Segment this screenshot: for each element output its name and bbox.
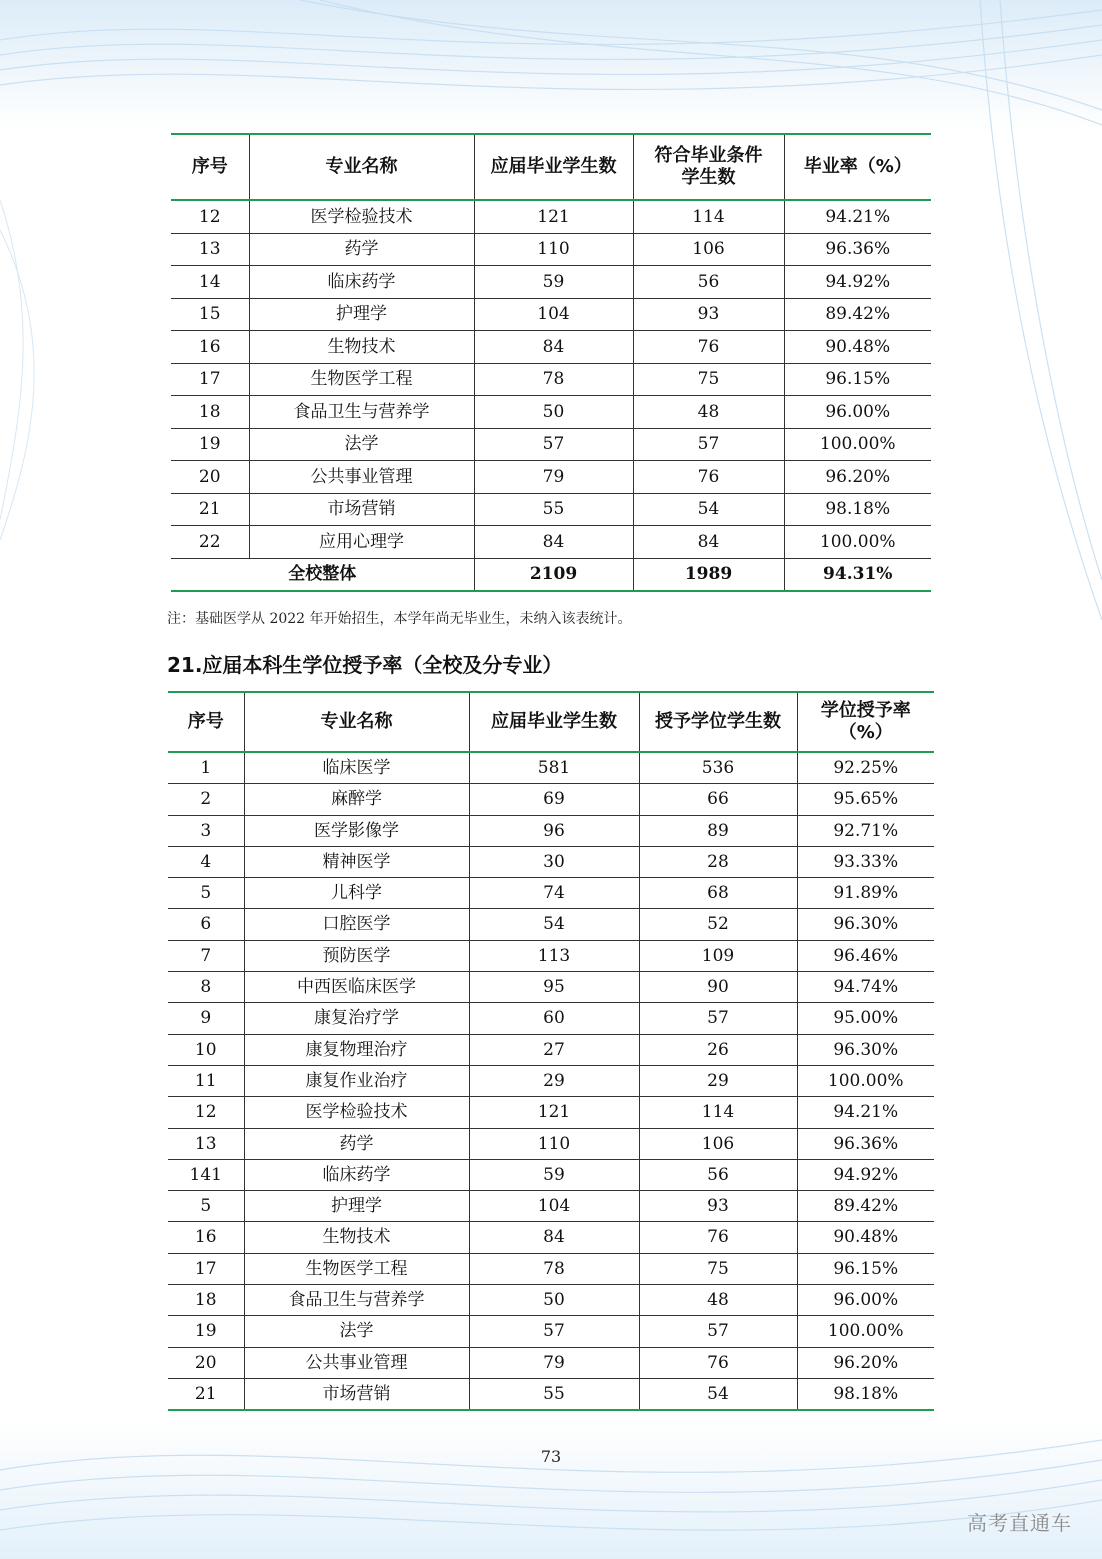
cell-major: 护理学 — [244, 1191, 469, 1222]
cell-graduates: 29 — [469, 1065, 639, 1096]
cell-graduates: 59 — [469, 1159, 639, 1190]
cell-graduates: 84 — [474, 331, 633, 364]
cell-count: 76 — [633, 461, 784, 494]
cell-index: 9 — [168, 1003, 244, 1034]
cell-count: 76 — [639, 1222, 797, 1253]
header-index: 序号 — [171, 134, 249, 200]
cell-major: 食品卫生与营养学 — [249, 396, 474, 429]
table-row — [168, 784, 934, 815]
table-row — [168, 1097, 934, 1128]
cell-count: 48 — [639, 1285, 797, 1316]
table-row — [171, 266, 931, 299]
cell-count: 68 — [639, 878, 797, 909]
total-qualified: 1989 — [633, 558, 784, 591]
table-row — [168, 1159, 934, 1190]
cell-rate: 100.00% — [797, 1065, 934, 1096]
cell-graduates: 121 — [469, 1097, 639, 1128]
cell-major: 药学 — [249, 233, 474, 266]
header-graduates: 应届毕业学生数 — [469, 692, 639, 752]
graduation-rate-table — [171, 133, 931, 592]
cell-index: 3 — [168, 815, 244, 846]
cell-count: 93 — [639, 1191, 797, 1222]
cell-count: 56 — [639, 1159, 797, 1190]
table-row — [171, 461, 931, 494]
cell-index: 12 — [171, 200, 249, 233]
table-row — [168, 846, 934, 877]
table-row — [168, 1003, 934, 1034]
cell-count: 26 — [639, 1034, 797, 1065]
cell-rate: 96.30% — [797, 1034, 934, 1065]
header-major: 专业名称 — [249, 134, 474, 200]
table-row — [168, 972, 934, 1003]
cell-graduates: 104 — [469, 1191, 639, 1222]
cell-rate: 98.18% — [797, 1378, 934, 1410]
cell-index: 2 — [168, 784, 244, 815]
page-number: 73 — [540, 1447, 562, 1466]
cell-graduates: 78 — [469, 1253, 639, 1284]
cell-index: 18 — [171, 396, 249, 429]
table-row — [171, 526, 931, 559]
header-qualified-line2: 学生数 — [681, 167, 736, 188]
cell-index: 11 — [168, 1065, 244, 1096]
table-body — [171, 200, 931, 591]
cell-index: 13 — [168, 1128, 244, 1159]
cell-rate: 91.89% — [797, 878, 934, 909]
cell-major: 康复治疗学 — [244, 1003, 469, 1034]
cell-graduates: 59 — [474, 266, 633, 299]
table-body — [168, 752, 934, 1410]
cell-major: 预防医学 — [244, 940, 469, 971]
cell-index: 21 — [171, 493, 249, 526]
cell-graduates: 110 — [469, 1128, 639, 1159]
cell-count: 29 — [639, 1065, 797, 1096]
cell-major: 公共事业管理 — [249, 461, 474, 494]
cell-index: 20 — [171, 461, 249, 494]
cell-graduates: 50 — [469, 1285, 639, 1316]
table-row — [168, 1034, 934, 1065]
cell-major: 法学 — [249, 428, 474, 461]
cell-rate: 90.48% — [784, 331, 931, 364]
cell-major: 临床医学 — [244, 752, 469, 784]
table-row — [168, 1253, 934, 1284]
cell-index: 10 — [168, 1034, 244, 1065]
cell-rate: 94.74% — [797, 972, 934, 1003]
cell-index: 141 — [168, 1159, 244, 1190]
cell-count: 90 — [639, 972, 797, 1003]
watermark-text: 高考直通车 — [967, 1511, 1072, 1535]
cell-index: 5 — [168, 1191, 244, 1222]
cell-index: 16 — [171, 331, 249, 364]
cell-graduates: 54 — [469, 909, 639, 940]
cell-graduates: 50 — [474, 396, 633, 429]
cell-rate: 96.30% — [797, 909, 934, 940]
cell-graduates: 55 — [469, 1378, 639, 1410]
cell-major: 生物技术 — [249, 331, 474, 364]
cell-graduates: 78 — [474, 363, 633, 396]
cell-graduates: 79 — [469, 1347, 639, 1378]
cell-major: 法学 — [244, 1316, 469, 1347]
cell-graduates: 96 — [469, 815, 639, 846]
cell-index: 12 — [168, 1097, 244, 1128]
cell-count: 75 — [639, 1253, 797, 1284]
cell-major: 临床药学 — [249, 266, 474, 299]
cell-count: 76 — [633, 331, 784, 364]
table-row — [168, 1378, 934, 1410]
cell-count: 89 — [639, 815, 797, 846]
table-row — [168, 909, 934, 940]
table-row — [168, 878, 934, 909]
cell-index: 8 — [168, 972, 244, 1003]
cell-graduates: 69 — [469, 784, 639, 815]
cell-count: 54 — [639, 1378, 797, 1410]
cell-rate: 96.15% — [797, 1253, 934, 1284]
cell-index: 15 — [171, 298, 249, 331]
header-rate: 毕业率（%） — [784, 134, 931, 200]
cell-graduates: 60 — [469, 1003, 639, 1034]
cell-rate: 96.36% — [784, 233, 931, 266]
cell-graduates: 27 — [469, 1034, 639, 1065]
cell-major: 生物医学工程 — [249, 363, 474, 396]
table-row — [168, 1128, 934, 1159]
table-row — [171, 363, 931, 396]
cell-count: 536 — [639, 752, 797, 784]
cell-rate: 100.00% — [784, 428, 931, 461]
cell-graduates: 55 — [474, 493, 633, 526]
cell-rate: 92.71% — [797, 815, 934, 846]
cell-index: 18 — [168, 1285, 244, 1316]
cell-index: 19 — [171, 428, 249, 461]
cell-index: 14 — [171, 266, 249, 299]
header-qualified — [633, 134, 784, 200]
cell-count: 54 — [633, 493, 784, 526]
header-index: 序号 — [168, 692, 244, 752]
table-row — [168, 1222, 934, 1253]
cell-rate: 94.21% — [784, 200, 931, 233]
total-row — [171, 558, 931, 591]
cell-rate: 95.00% — [797, 1003, 934, 1034]
cell-count: 93 — [633, 298, 784, 331]
cell-index: 22 — [171, 526, 249, 559]
cell-graduates: 30 — [469, 846, 639, 877]
cell-major: 儿科学 — [244, 878, 469, 909]
cell-graduates: 113 — [469, 940, 639, 971]
total-graduates: 2109 — [474, 558, 633, 591]
cell-rate: 94.21% — [797, 1097, 934, 1128]
cell-major: 中西医临床医学 — [244, 972, 469, 1003]
cell-count: 84 — [633, 526, 784, 559]
cell-major: 市场营销 — [244, 1378, 469, 1410]
table-row — [168, 940, 934, 971]
cell-major: 生物医学工程 — [244, 1253, 469, 1284]
cell-index: 7 — [168, 940, 244, 971]
cell-rate: 92.25% — [797, 752, 934, 784]
total-label: 全校整体 — [171, 558, 474, 591]
cell-graduates: 104 — [474, 298, 633, 331]
cell-major: 康复作业治疗 — [244, 1065, 469, 1096]
degree-rate-table — [168, 691, 934, 1411]
cell-rate: 94.92% — [784, 266, 931, 299]
cell-count: 109 — [639, 940, 797, 971]
cell-rate: 100.00% — [784, 526, 931, 559]
cell-count: 28 — [639, 846, 797, 877]
cell-rate: 95.65% — [797, 784, 934, 815]
cell-rate: 89.42% — [784, 298, 931, 331]
cell-major: 口腔医学 — [244, 909, 469, 940]
header-qualified-line1: 符合毕业条件 — [654, 145, 763, 167]
cell-graduates: 57 — [474, 428, 633, 461]
cell-index: 1 — [168, 752, 244, 784]
cell-index: 20 — [168, 1347, 244, 1378]
cell-rate: 90.48% — [797, 1222, 934, 1253]
cell-index: 4 — [168, 846, 244, 877]
cell-graduates: 95 — [469, 972, 639, 1003]
cell-count: 114 — [633, 200, 784, 233]
cell-index: 13 — [171, 233, 249, 266]
table-row — [171, 298, 931, 331]
header-degree-rate — [797, 692, 934, 752]
cell-major: 市场营销 — [249, 493, 474, 526]
cell-rate: 94.92% — [797, 1159, 934, 1190]
table-row — [171, 396, 931, 429]
cell-index: 19 — [168, 1316, 244, 1347]
cell-major: 护理学 — [249, 298, 474, 331]
cell-major: 公共事业管理 — [244, 1347, 469, 1378]
cell-major: 医学检验技术 — [244, 1097, 469, 1128]
cell-major: 麻醉学 — [244, 784, 469, 815]
cell-rate: 96.00% — [797, 1285, 934, 1316]
table-header-row — [171, 134, 931, 200]
cell-index: 17 — [168, 1253, 244, 1284]
cell-major: 生物技术 — [244, 1222, 469, 1253]
cell-graduates: 84 — [469, 1222, 639, 1253]
table-row — [168, 815, 934, 846]
header-graduates: 应届毕业学生数 — [474, 134, 633, 200]
table-row — [171, 493, 931, 526]
cell-count: 48 — [633, 396, 784, 429]
table-row — [168, 1285, 934, 1316]
cell-index: 5 — [168, 878, 244, 909]
cell-count: 66 — [639, 784, 797, 815]
cell-graduates: 57 — [469, 1316, 639, 1347]
cell-major: 医学检验技术 — [249, 200, 474, 233]
cell-rate: 100.00% — [797, 1316, 934, 1347]
cell-graduates: 79 — [474, 461, 633, 494]
table-row — [171, 428, 931, 461]
cell-index: 17 — [171, 363, 249, 396]
cell-rate: 89.42% — [797, 1191, 934, 1222]
table-row — [168, 1316, 934, 1347]
table-note: 注：基础医学从 2022 年开始招生，本学年尚无毕业生，未纳入该表统计。 — [167, 611, 632, 627]
section-title: 21.应届本科生学位授予率（全校及分专业） — [167, 653, 563, 677]
cell-index: 16 — [168, 1222, 244, 1253]
table-header-row — [168, 692, 934, 752]
cell-rate: 96.15% — [784, 363, 931, 396]
table-row — [171, 200, 931, 233]
cell-count: 106 — [639, 1128, 797, 1159]
cell-count: 57 — [639, 1003, 797, 1034]
cell-graduates: 74 — [469, 878, 639, 909]
cell-count: 56 — [633, 266, 784, 299]
table-row — [168, 1191, 934, 1222]
cell-index: 21 — [168, 1378, 244, 1410]
total-rate: 94.31% — [784, 558, 931, 591]
header-major: 专业名称 — [244, 692, 469, 752]
cell-rate: 96.00% — [784, 396, 931, 429]
header-degree-rate-line2: （%） — [838, 722, 893, 743]
table-row — [168, 1065, 934, 1096]
cell-rate: 96.20% — [784, 461, 931, 494]
cell-major: 精神医学 — [244, 846, 469, 877]
cell-major: 康复物理治疗 — [244, 1034, 469, 1065]
table-row — [168, 752, 934, 784]
table-row — [171, 233, 931, 266]
cell-count: 75 — [633, 363, 784, 396]
table-row — [168, 1347, 934, 1378]
cell-count: 57 — [639, 1316, 797, 1347]
cell-graduates: 121 — [474, 200, 633, 233]
cell-count: 106 — [633, 233, 784, 266]
cell-count: 57 — [633, 428, 784, 461]
cell-major: 医学影像学 — [244, 815, 469, 846]
cell-count: 114 — [639, 1097, 797, 1128]
cell-major: 食品卫生与营养学 — [244, 1285, 469, 1316]
cell-major: 临床药学 — [244, 1159, 469, 1190]
cell-rate: 93.33% — [797, 846, 934, 877]
cell-major: 药学 — [244, 1128, 469, 1159]
cell-graduates: 84 — [474, 526, 633, 559]
cell-index: 6 — [168, 909, 244, 940]
cell-rate: 96.46% — [797, 940, 934, 971]
table-row — [171, 331, 931, 364]
header-degrees: 授予学位学生数 — [639, 692, 797, 752]
cell-major: 应用心理学 — [249, 526, 474, 559]
cell-graduates: 110 — [474, 233, 633, 266]
cell-rate: 96.20% — [797, 1347, 934, 1378]
cell-count: 52 — [639, 909, 797, 940]
cell-count: 76 — [639, 1347, 797, 1378]
cell-rate: 96.36% — [797, 1128, 934, 1159]
cell-rate: 98.18% — [784, 493, 931, 526]
header-degree-rate-line1: 学位授予率 — [820, 700, 911, 722]
cell-graduates: 581 — [469, 752, 639, 784]
